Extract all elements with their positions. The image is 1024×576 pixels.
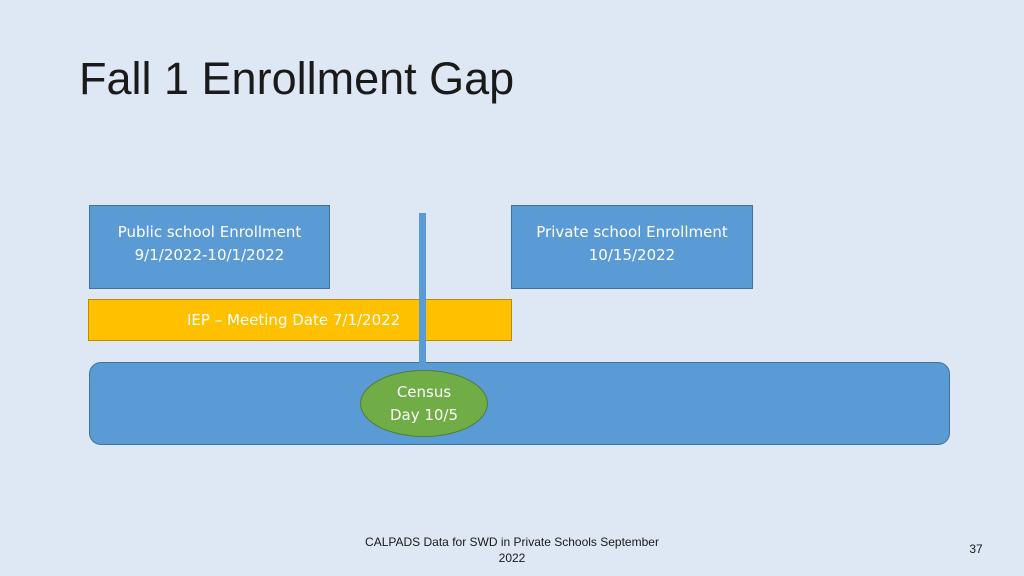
footer-line-2: 2022 [498,551,526,565]
private-box-date: 10/15/2022 [588,246,676,264]
slide-title: Fall 1 Enrollment Gap [79,53,515,104]
iep-meeting-bar: IEP – Meeting Date 7/1/2022 [88,299,512,341]
private-school-enrollment-box [511,205,753,289]
census-day-oval [360,370,488,437]
census-day-marker-line [419,213,426,371]
public-box-label: Public school Enrollment [117,223,302,241]
page-number: 37 [969,542,983,556]
census-label: Census [396,382,452,401]
private-box-label: Private school Enrollment [536,223,728,241]
public-box-dates: 9/1/2022-10/1/2022 [134,246,285,264]
timeline-bar [89,362,950,445]
footer-text [340,534,684,566]
footer-line-1: CALPADS Data for SWD in Private Schools September [365,535,659,549]
public-school-enrollment-box [89,205,330,289]
census-date: Day 10/5 [389,405,459,424]
